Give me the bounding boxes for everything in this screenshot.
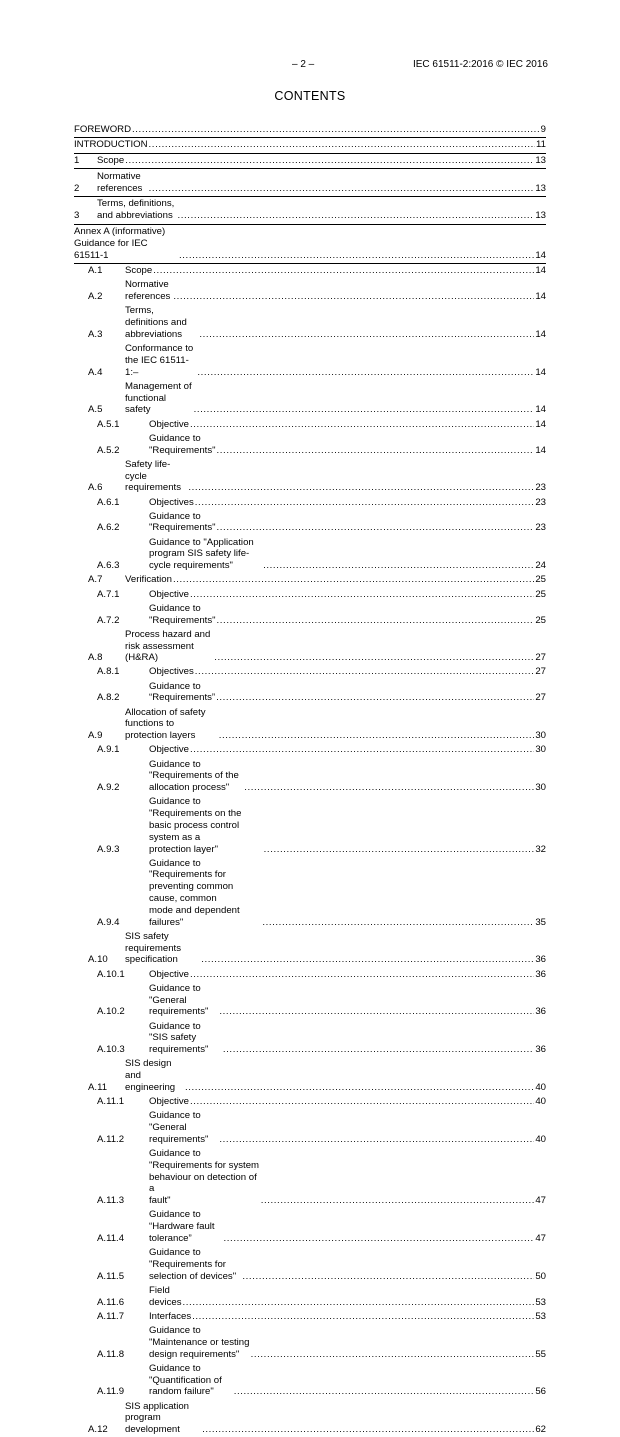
toc-entry-number: A.5 [88,404,103,416]
toc-entry[interactable] [74,458,546,496]
toc-entry[interactable] [74,628,546,666]
toc-entry-title: Guidance to “Requirements” [149,680,216,704]
toc-entry[interactable] [74,169,546,197]
toc-entry[interactable] [74,1324,546,1362]
toc-entry-page: 30 [535,782,546,794]
toc-entry-title: Process hazard and risk assessment (H&RA) [125,628,211,664]
toc-entry-number: A.11.5 [97,1270,125,1282]
toc-entry[interactable] [74,1095,546,1109]
toc-entry-title: Allocation of safety functions to protection layers [125,706,206,742]
toc-entry-title: SIS safety requirements specification [125,930,181,966]
toc-entry[interactable] [74,795,546,856]
toc-entry[interactable] [74,1246,546,1284]
toc-entry-page: 14 [535,265,546,277]
dot-leader [264,844,535,856]
dot-leader [201,954,534,966]
dot-leader [185,1082,534,1094]
toc-entry-number: A.6.1 [97,496,120,508]
toc-entry-number: A.11.8 [97,1348,125,1360]
toc-entry-title-wrap [149,681,534,705]
toc-entry[interactable] [74,432,546,458]
toc-entry-title: SIS design and engineering [125,1058,176,1093]
toc-entry-number: A.11.3 [97,1195,125,1207]
toc-entry-title: Objective [149,418,189,430]
toc-entry-title: INTRODUCTION [74,139,148,151]
toc-entry-title: Verification [125,574,172,586]
toc-entry[interactable] [74,1399,546,1437]
toc-entry-title: Interfaces [149,1310,192,1322]
toc-entry-page: 23 [535,482,546,494]
toc-entry-page: 62 [535,1424,546,1436]
dot-leader [153,265,534,277]
toc-entry[interactable] [74,495,546,509]
toc-entry-number: A.10 [88,954,108,966]
dot-leader [224,1233,535,1245]
toc-entry-number: A.11.6 [97,1296,125,1308]
toc-entry-page: 27 [535,666,546,678]
toc-entry-number: A.10.1 [97,968,125,980]
toc-entry-title-wrap [149,419,534,431]
toc-entry-title-wrap [74,124,540,136]
dot-leader [179,250,534,262]
dot-leader [251,1349,535,1361]
toc-entry-page: 27 [535,692,546,704]
toc-entry-title-wrap [125,629,534,664]
dot-leader [263,560,534,572]
toc-entry-page: 30 [535,730,546,742]
toc-entry[interactable] [74,1310,546,1324]
toc-entry[interactable] [74,573,546,587]
toc-entry-title: Guidance to "Requirements on the basic process control system as a protection layer" [149,796,242,855]
toc-entry[interactable] [74,1109,546,1147]
toc-entry-page: 24 [535,560,546,572]
toc-entry[interactable] [74,264,546,278]
toc-entry-title-wrap [149,1363,534,1398]
toc-entry-number: A.9 [88,730,103,742]
toc-entry-title-wrap [125,707,534,742]
toc-entry-title-wrap [97,171,534,195]
toc-entry-page: 40 [535,1133,546,1145]
toc-entry-page: 35 [535,916,546,928]
toc-entry-page: 13 [535,155,546,167]
toc-entry-page: 13 [535,182,546,194]
dot-leader [190,589,534,601]
toc-entry-title: FOREWORD [74,123,132,135]
toc-entry-title-wrap [149,796,534,855]
toc-entry-number: A.5.1 [97,418,120,430]
toc-entry[interactable] [74,665,546,679]
toc-entry[interactable] [74,679,546,705]
toc-entry[interactable] [74,535,546,573]
toc-entry-number: A.11.9 [97,1386,125,1398]
toc-entry-page: 47 [535,1195,546,1207]
toc-entry[interactable] [74,1147,546,1208]
toc-entry-number: A.11.4 [97,1232,125,1244]
toc-entry-title: Scope [97,155,125,167]
toc-entry-page: 27 [535,652,546,664]
toc-entry-title: Guidance to "SIS safety requirements" [149,1020,209,1056]
toc-entry-title: Normative references [97,170,143,194]
toc-entry-title-wrap [149,497,534,509]
toc-entry-title: Conformance to the IEC 61511-1:– [125,343,194,378]
toc-entry-number: A.11.2 [97,1133,125,1145]
dot-leader [173,574,534,586]
toc-entry[interactable] [74,743,546,757]
toc-entry-number: A.10.2 [97,1006,125,1018]
toc-entry-number: A.11.7 [97,1310,125,1322]
toc-entry-title: Objective [149,1096,189,1108]
toc-entry-number: A.3 [88,328,103,340]
toc-entry[interactable] [74,982,546,1020]
toc-entry-page: 14 [535,291,546,303]
toc-entry-title: Guidance to "General requirements" [149,1110,209,1145]
toc-entry-title-wrap [125,459,534,494]
toc-entry-page: 36 [535,968,546,980]
dot-leader [199,329,534,341]
toc-entry-page: 47 [535,1232,546,1244]
toc-entry-page: 14 [535,418,546,430]
toc-entry-title-wrap [149,969,534,981]
dot-leader [242,1271,534,1283]
toc-entry-title: Normative references [125,279,171,303]
toc-entry-page: 14 [535,328,546,340]
dot-leader [262,917,534,929]
toc-entry[interactable] [74,138,546,154]
dot-leader [217,615,535,627]
toc-entry-page: 25 [535,614,546,626]
toc-entry-number: A.8.2 [97,692,120,704]
toc-entry-number: A.9.4 [97,916,120,928]
toc-entry[interactable] [74,967,546,981]
toc-entry[interactable] [74,1019,546,1057]
toc-entry[interactable] [74,705,546,743]
toc-entry-number: A.8 [88,652,103,664]
dot-leader [202,1424,534,1436]
toc-entry[interactable] [74,1057,546,1095]
toc-entry-page: 14 [535,444,546,456]
dot-leader [149,183,535,195]
dot-leader [223,1044,534,1056]
toc-entry-title: Objectives [149,666,194,678]
dot-leader [197,367,534,379]
toc-entry-title-wrap [149,1325,534,1360]
toc-entry-title-wrap [125,265,534,277]
toc-entry-title: Objectives [149,496,194,508]
dot-leader [244,782,534,794]
toc-entry-number: A.9.3 [97,843,120,855]
toc-entry-title-wrap [125,1058,534,1093]
toc-entry-number: A.6.2 [97,522,120,534]
toc-entry-title-wrap [149,433,534,457]
toc-entry-title-wrap [149,744,534,756]
dot-leader [132,124,540,136]
toc-entry-page: 9 [540,123,546,135]
dot-leader [217,522,535,534]
toc-entry-title-wrap [125,574,534,586]
page-title: CONTENTS [274,89,346,103]
toc-entry-number: A.7.1 [97,588,120,600]
toc-entry-title-wrap [149,858,534,929]
toc-entry-page: 23 [535,496,546,508]
toc-entry-title-wrap [125,931,534,966]
toc-entry[interactable] [74,417,546,431]
toc-entry-title: Guidance to “Hardware fault tolerance” [149,1209,215,1244]
toc-entry-page: 32 [535,843,546,855]
toc-entry[interactable] [74,278,546,304]
toc-entry-title: Guidance to "Requirements for selection of devices" [149,1247,237,1282]
dot-leader [183,1297,535,1309]
toc-entry-page: 36 [535,1006,546,1018]
toc-entry[interactable] [74,857,546,930]
toc-entry-page: 13 [535,210,546,222]
toc-entry-page: 11 [536,139,546,151]
dot-leader [125,155,534,167]
toc-entry-title: Guidance to "Maintenance or testing design requirements" [149,1325,250,1360]
dot-leader [217,445,535,457]
toc-entry-title-wrap [74,226,534,261]
dot-leader [190,1096,534,1108]
toc-entry-title-wrap [149,511,534,535]
toc-entry-page: 36 [535,954,546,966]
toc-entry[interactable] [74,1284,546,1310]
dot-leader [173,291,534,303]
toc-entry-number: A.9.1 [97,744,120,756]
toc-entry-number: A.11.1 [97,1096,125,1108]
toc-entry-title: Annex A (informative) Guidance for IEC 61511-1 [74,226,166,261]
page-number: – 2 – [292,59,315,70]
toc-entry-number: A.2 [88,291,103,303]
toc-entry-number: A.11 [88,1081,108,1093]
toc-entry-title-wrap [149,1247,534,1282]
toc-entry-title-wrap [149,666,534,678]
dot-leader [214,652,534,664]
toc-entry-number: A.9.2 [97,782,120,794]
toc-entry-title: Management of functional safety [125,380,192,416]
toc-entry-title-wrap [149,759,534,794]
dot-leader [234,1386,535,1398]
toc-entry-number: A.1 [88,265,103,277]
toc-entry-number: A.6 [88,482,103,494]
toc-entry-number: 3 [74,210,80,222]
toc-entry-title: Guidance to "Requirements for preventing common cause, common mode and dependent failures" [149,857,240,928]
toc-entry-page: 50 [535,1270,546,1282]
toc-entry-page: 40 [535,1096,546,1108]
toc-entry[interactable] [74,154,546,170]
toc-entry-title: Scope [125,265,153,277]
toc-entry-page: 14 [535,249,546,261]
toc-entry-title-wrap [74,139,535,151]
toc-entry-number: A.7 [88,574,103,586]
dot-leader [219,730,535,742]
toc-entry-page: 53 [535,1296,546,1308]
toc-entry-page: 25 [535,574,546,586]
toc-entry-title-wrap [149,537,534,572]
toc-entry-title-wrap [149,983,534,1018]
toc-entry-number: A.8.1 [97,666,120,678]
toc-entry[interactable] [74,197,546,225]
toc-entry-title: Terms, definitions and abbreviations [125,305,187,340]
toc-entry-title: Guidance to "Application program SIS safety life-cycle requirements" [149,536,254,572]
toc-entry-page: 23 [535,522,546,534]
toc-entry-title-wrap [149,589,534,601]
dot-leader [195,666,535,678]
toc-entry-page: 14 [535,404,546,416]
toc-entry-title: Guidance to "Requirements of the allocation process" [149,758,239,794]
toc-entry-title: Guidance to "General requirements" [149,982,209,1018]
toc-entry-title: Guidance to "Quantification of random failure" [149,1362,222,1398]
toc-entry-title-wrap [125,279,534,303]
toc-entry-number: A.6.3 [97,560,120,572]
toc-entry-title-wrap [149,1021,534,1056]
toc-entry-title-wrap [149,1148,534,1207]
toc-entry-number: A.4 [88,366,103,378]
toc-entry-title-wrap [125,305,534,340]
dot-leader [195,497,535,509]
toc-entry-title-wrap [149,603,534,627]
toc-entry-title-wrap [149,1096,534,1108]
toc-entry-number: A.5.2 [97,444,120,456]
toc-entry-title-wrap [125,343,534,378]
dot-leader [178,210,535,222]
toc-entry-number: A.7.2 [97,614,120,626]
toc-entry[interactable] [74,225,546,264]
toc-entry-page: 40 [535,1081,546,1093]
dot-leader [261,1195,535,1207]
toc-entry-page: 25 [535,588,546,600]
toc-entry-page: 36 [535,1044,546,1056]
toc-entry[interactable] [74,587,546,601]
toc-entry[interactable] [74,380,546,418]
toc-entry[interactable] [74,1208,546,1246]
table-of-contents [74,122,546,1437]
toc-entry-title: Safety life-cycle requirements [125,458,181,494]
toc-entry-title: Objective [149,588,189,600]
toc-entry-number: 1 [74,155,80,167]
dot-leader [194,404,535,416]
toc-entry-title-wrap [97,198,534,222]
toc-entry-number: A.10.3 [97,1044,125,1056]
toc-entry-title: SIS application program development [125,1400,189,1436]
toc-entry[interactable] [74,509,546,535]
toc-entry[interactable] [74,1362,546,1400]
toc-entry-page: 30 [535,744,546,756]
toc-entry-title: Objective [149,744,189,756]
toc-entry-title: Guidance to "Requirements" [149,602,216,626]
toc-entry[interactable] [74,930,546,968]
toc-entry-title-wrap [149,1285,534,1309]
toc-entry[interactable] [74,757,546,795]
toc-entry-number: A.12 [88,1424,108,1436]
toc-entry-title-wrap [125,381,534,416]
standard-header: IEC 61511-2:2016 © IEC 2016 [412,59,548,70]
toc-entry-page: 56 [535,1386,546,1398]
toc-entry[interactable] [74,304,546,342]
toc-entry-page: 14 [535,366,546,378]
toc-entry-title-wrap [149,1110,534,1145]
toc-entry-title: Guidance to "Requirements" [149,432,216,456]
toc-entry[interactable] [74,602,546,628]
dot-leader [188,482,534,494]
dot-leader [190,969,534,981]
toc-entry[interactable] [74,342,546,380]
dot-leader [149,139,535,151]
dot-leader [219,1134,534,1146]
dot-leader [219,1006,534,1018]
dot-leader [192,1311,534,1323]
dot-leader [190,744,534,756]
toc-entry-page: 55 [535,1348,546,1360]
toc-entry-title-wrap [125,1401,534,1436]
toc-entry-page: 53 [535,1310,546,1322]
dot-leader [190,419,534,431]
toc-entry[interactable] [74,122,546,138]
toc-entry-title-wrap [97,155,534,167]
toc-entry-title: Guidance to "Requirements" [149,510,216,534]
toc-entry-title-wrap [149,1311,534,1323]
toc-entry-title: Objective [149,968,189,980]
toc-entry-title: Guidance to "Requirements for system behaviour on detection of a fault" [149,1148,260,1207]
toc-entry-title: Terms, definitions, and abbreviations [97,198,175,222]
toc-entry-number: 2 [74,182,80,194]
toc-entry-title-wrap [149,1209,534,1244]
dot-leader [216,692,534,704]
toc-entry-title: Field devices [149,1284,182,1308]
